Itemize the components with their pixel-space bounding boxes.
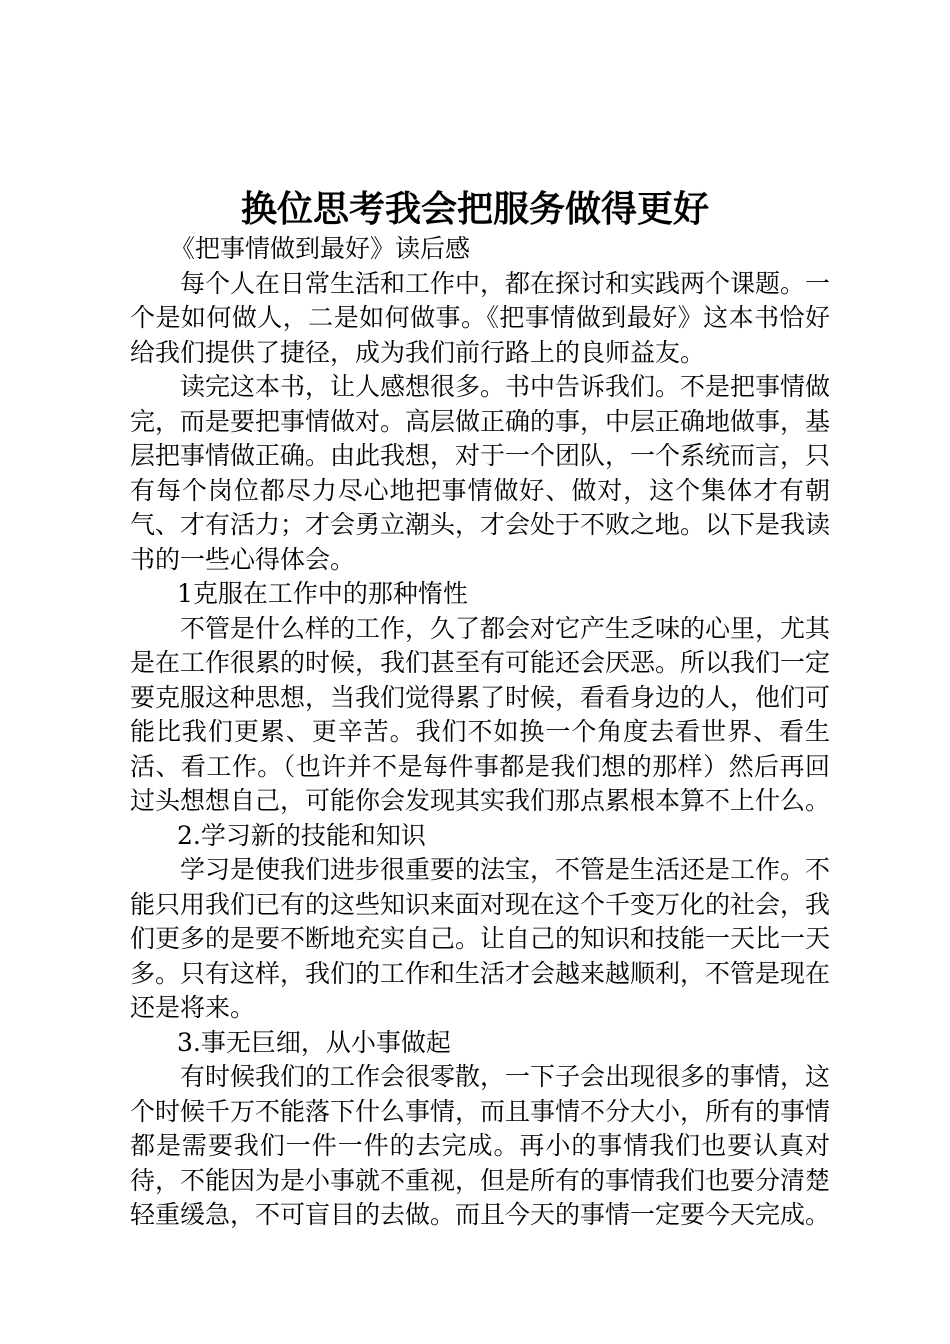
document-title: 换位思考我会把服务做得更好 xyxy=(240,188,709,230)
section-heading-3: 3.事无巨细，从小事做起 xyxy=(177,1027,451,1057)
section-paragraph-1: 不管是什么样的工作，久了都会对它产生乏味的心里，尤其是在工作很累的时候，我们甚至有可能还会厌恶。所以我们一定要克服这种思想，当我们觉得累了时候，看看身边的人，他们可能比我们更累、更辛苦。我们不如换一个角度去看世界、看生活、看工作。（也许并不是每件事都是我们想的那样）然后再回过头想想自己，可能你会发现其实我们那点累根本算不上什么。 xyxy=(130,613,831,815)
document-body xyxy=(130,232,830,1233)
intro-paragraph-2: 读完这本书，让人感想很多。书中告诉我们。不是把事情做完，而是要把事情做对。高层做正确的事，中层正确地做事，基层把事情做正确。由此我想，对于一个团队，一个系统而言，只有每个岗位都尽力尽心地把事情做好、做对，这个集体才有朝气、才有活力；才会勇立潮头，才会处于不败之地。以下是我读书的一些心得体会。 xyxy=(130,372,831,574)
section-heading-1: 1克服在工作中的那种惰性 xyxy=(177,579,468,608)
section-paragraph-2: 学习是使我们进步很重要的法宝，不管是生活还是工作。不能只用我们已有的这些知识来面对现在这个千变万化的社会，我们更多的是要不断地充实自己。让自己的知识和技能一天比一天多。只有这样，我们的工作和生活才会越来越顺利，不管是现在还是将来。 xyxy=(130,855,831,1022)
section-paragraph-3: 有时候我们的工作会很零散，一下子会出现很多的事情，这个时候千万不能落下什么事情，而且事情不分大小，所有的事情都是需要我们一件一件的去完成。再小的事情我们也要认真对待，不能因为是小事就不重视，但是所有的事情我们也要分清楚轻重缓急，不可盲目的去做。而且今天的事情一定要今天完成。 xyxy=(130,1062,831,1229)
intro-paragraph-1: 每个人在日常生活和工作中，都在探讨和实践两个课题。一个是如何做人，二是如何做事。《把事情做到最好》这本书恰好给我们提供了捷径，成为我们前行路上的良师益友。 xyxy=(130,268,831,367)
section-heading-2: 2.学习新的技能和知识 xyxy=(177,820,426,850)
document-subtitle: 《把事情做到最好》读后感 xyxy=(170,234,471,263)
